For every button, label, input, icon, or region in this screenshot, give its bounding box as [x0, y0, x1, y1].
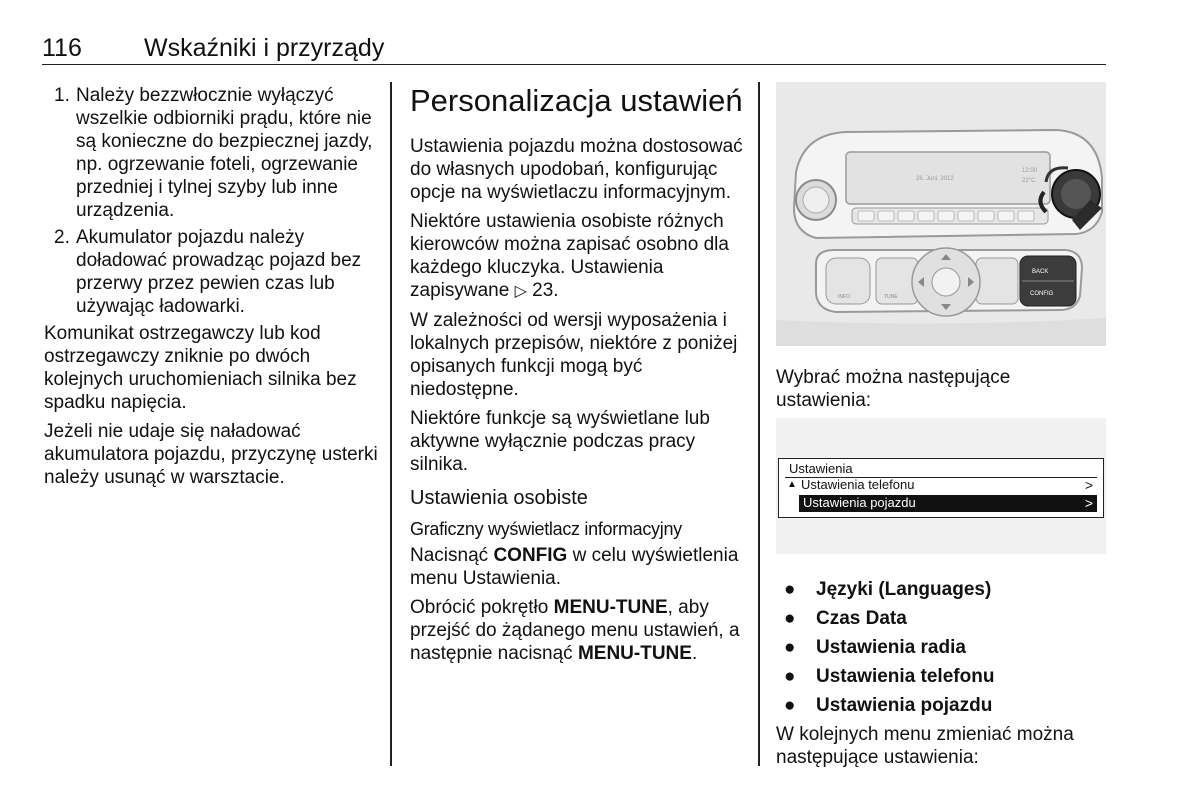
bullet-icon: ● [784, 666, 796, 687]
paragraph: Komunikat ostrzegawczy lub kod ostrzegawczy zniknie po dwóch kolejnych uruchomieniach silnika bez spadku napięcia. [44, 323, 357, 413]
subheading: Ustawienia osobiste [410, 487, 588, 509]
list-number: 2. [54, 227, 70, 248]
chevron-right-icon: > [1084, 495, 1093, 511]
paragraph [410, 210, 750, 303]
list-item [776, 607, 1106, 630]
display-menu-item-selected [799, 495, 1097, 512]
list-item [44, 84, 380, 222]
list-item-label: Języki (Languages) [816, 579, 992, 600]
chevron-right-icon: > [1084, 477, 1093, 493]
list-item [44, 226, 380, 318]
display-menu-item [785, 477, 1097, 494]
column-divider [758, 82, 760, 766]
paragraph-text: Obrócić pokrętło [410, 597, 549, 618]
bullet-icon: ● [784, 579, 796, 600]
paragraph-text: Nacisnąć [410, 545, 489, 566]
paragraph [410, 544, 750, 590]
menu-tune-label: MENU-TUNE [577, 643, 692, 664]
right-column [776, 82, 1106, 775]
config-button-label: CONFIG [1030, 291, 1054, 297]
list-text: Należy bezzwłocznie wyłączyć wszelkie odbiorniki prądu, które nie są konieczne do bezpiecznej jazdy, np. ogrzewanie foteli, ogrzewanie przedniej i tylnej szyby lub inne urządzenia. [76, 85, 373, 221]
chapter-heading: Personalizacja ustawień [410, 83, 743, 118]
display-date: 26. Juni. 2012 [916, 176, 954, 182]
paragraph: Jeżeli nie udaje się naładować akumulatora pojazdu, przyczynę usterki należy usunąć w warsztacie. [44, 421, 378, 488]
bullet-icon: ● [784, 695, 796, 716]
list-item [776, 636, 1106, 659]
paragraph [410, 596, 750, 665]
numbered-list [44, 84, 380, 318]
paragraph: Niektóre funkcje są wyświetlane lub aktywne wyłącznie podczas pracy silnika. [410, 408, 710, 475]
list-item [776, 578, 1106, 601]
radio-panel-drawing [776, 82, 1106, 346]
paragraph-text: Niektóre ustawienia osobiste różnych kierowców można zapisać osobno dla każdego kluczyka. Ustawienia zapisywane [410, 211, 729, 301]
paragraph: W kolejnych menu zmieniać można następujące ustawienia: [776, 724, 1074, 768]
display-time: 12:00 [1022, 168, 1038, 174]
list-text: Akumulator pojazdu należy doładować prowadząc pojazd bez przerwy przez pewien czas lub używając ładowarki. [76, 227, 362, 317]
list-item-label: Czas Data [816, 608, 907, 629]
paragraph: Ustawienia pojazdu można dostosować do własnych upodobań, konfigurując opcje na wyświetlaczu informacyjnym. [410, 136, 743, 203]
info-label: INFO [838, 294, 850, 300]
list-item-label: Ustawienia pojazdu [816, 695, 993, 716]
paragraph-text: . [691, 643, 698, 664]
bullet-icon: ● [784, 608, 796, 629]
display-temp: 22°C [1022, 178, 1036, 184]
paragraph: Wybrać można następujące ustawienia: [776, 367, 1011, 411]
middle-column [410, 84, 750, 671]
page-header [42, 30, 1106, 65]
scroll-up-icon: ▲ [787, 479, 797, 490]
settings-list [776, 578, 1106, 717]
display-menu-item-label: Ustawienia pojazdu [803, 495, 916, 510]
list-item-label: Ustawienia telefonu [816, 666, 995, 687]
subsubheading: Graficzny wyświetlacz informacyjny [410, 519, 682, 539]
config-key-label: CONFIG [493, 545, 568, 566]
page-number: 116 [42, 34, 82, 62]
settings-display-screen [778, 458, 1104, 518]
bullet-icon: ● [784, 637, 796, 658]
paragraph: W zależności od wersji wyposażenia i lokalnych przepisów, niektóre z poniżej opisanych funkcji mogą być niedostępne. [410, 310, 738, 400]
list-item [776, 694, 1106, 717]
list-number: 1. [54, 85, 70, 106]
paragraph-text: w celu wyświetlenia menu Ustawienia. [410, 545, 739, 589]
settings-display-illustration [776, 418, 1106, 554]
tune-label: TUNE [884, 294, 898, 300]
column-divider [390, 82, 392, 766]
display-menu-title: Ustawienia [789, 461, 853, 476]
list-item [776, 665, 1106, 688]
left-column [44, 84, 380, 495]
page-reference-link[interactable]: 23. [532, 280, 559, 301]
radio-panel-illustration [776, 82, 1106, 346]
section-title: Wskaźniki i przyrządy [144, 34, 385, 62]
list-item-label: Ustawienia radia [816, 637, 966, 658]
display-menu-item-label: Ustawienia telefonu [801, 477, 915, 492]
back-button-label: BACK [1032, 269, 1049, 275]
page-reference-icon[interactable]: ▷ [514, 283, 527, 300]
paragraph-text: , aby przejść do żądanego menu ustawień, a następnie nacisnąć [410, 597, 740, 664]
menu-tune-label: MENU-TUNE [553, 597, 668, 618]
